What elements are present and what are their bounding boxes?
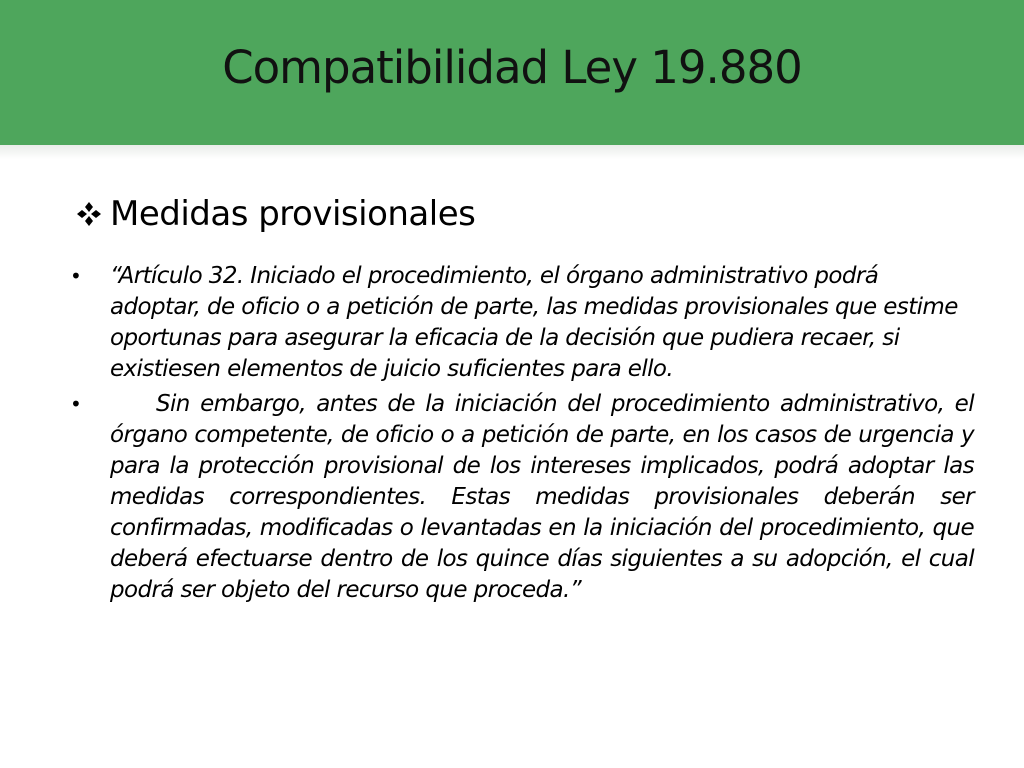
subtitle-row <box>74 192 475 236</box>
continuation-text: Sin embargo, antes de la iniciación del procedimiento administrativo, el órgano competente, de oficio o a petición de parte, en los casos de urgencia y para la protección provisional de los intereses implicados, podrá adoptar las medidas correspondientes. Estas medidas provisionales deberán ser confirmadas, modificadas o levantadas en la iniciación del procedimiento, que deberá efectuarse dentro de los quince días siguientes a su adopción, el cual podrá ser objeto del recurso que proceda.” <box>110 391 974 603</box>
bullet-icon: • <box>70 264 82 288</box>
four-diamonds-icon <box>74 199 104 229</box>
bullet-icon: • <box>70 392 82 416</box>
article-continuation-text <box>110 389 974 606</box>
slide-title: Compatibilidad Ley 19.880 <box>222 41 802 94</box>
list-item <box>70 261 974 385</box>
bullet-list <box>70 261 974 606</box>
article-quote-text: “Artículo 32. Iniciado el procedimiento, el órgano administrativo podrá adoptar, de oficio o a petición de parte, las medidas provisionales que estime oportunas para asegurar la eficacia de la decisión que pudiera recaer, si existiesen elementos de juicio suficientes para ello. <box>110 263 958 382</box>
list-item <box>70 389 974 606</box>
title-bar-shadow <box>0 145 1024 159</box>
title-bar <box>0 0 1024 145</box>
subtitle: Medidas provisionales <box>110 194 476 234</box>
